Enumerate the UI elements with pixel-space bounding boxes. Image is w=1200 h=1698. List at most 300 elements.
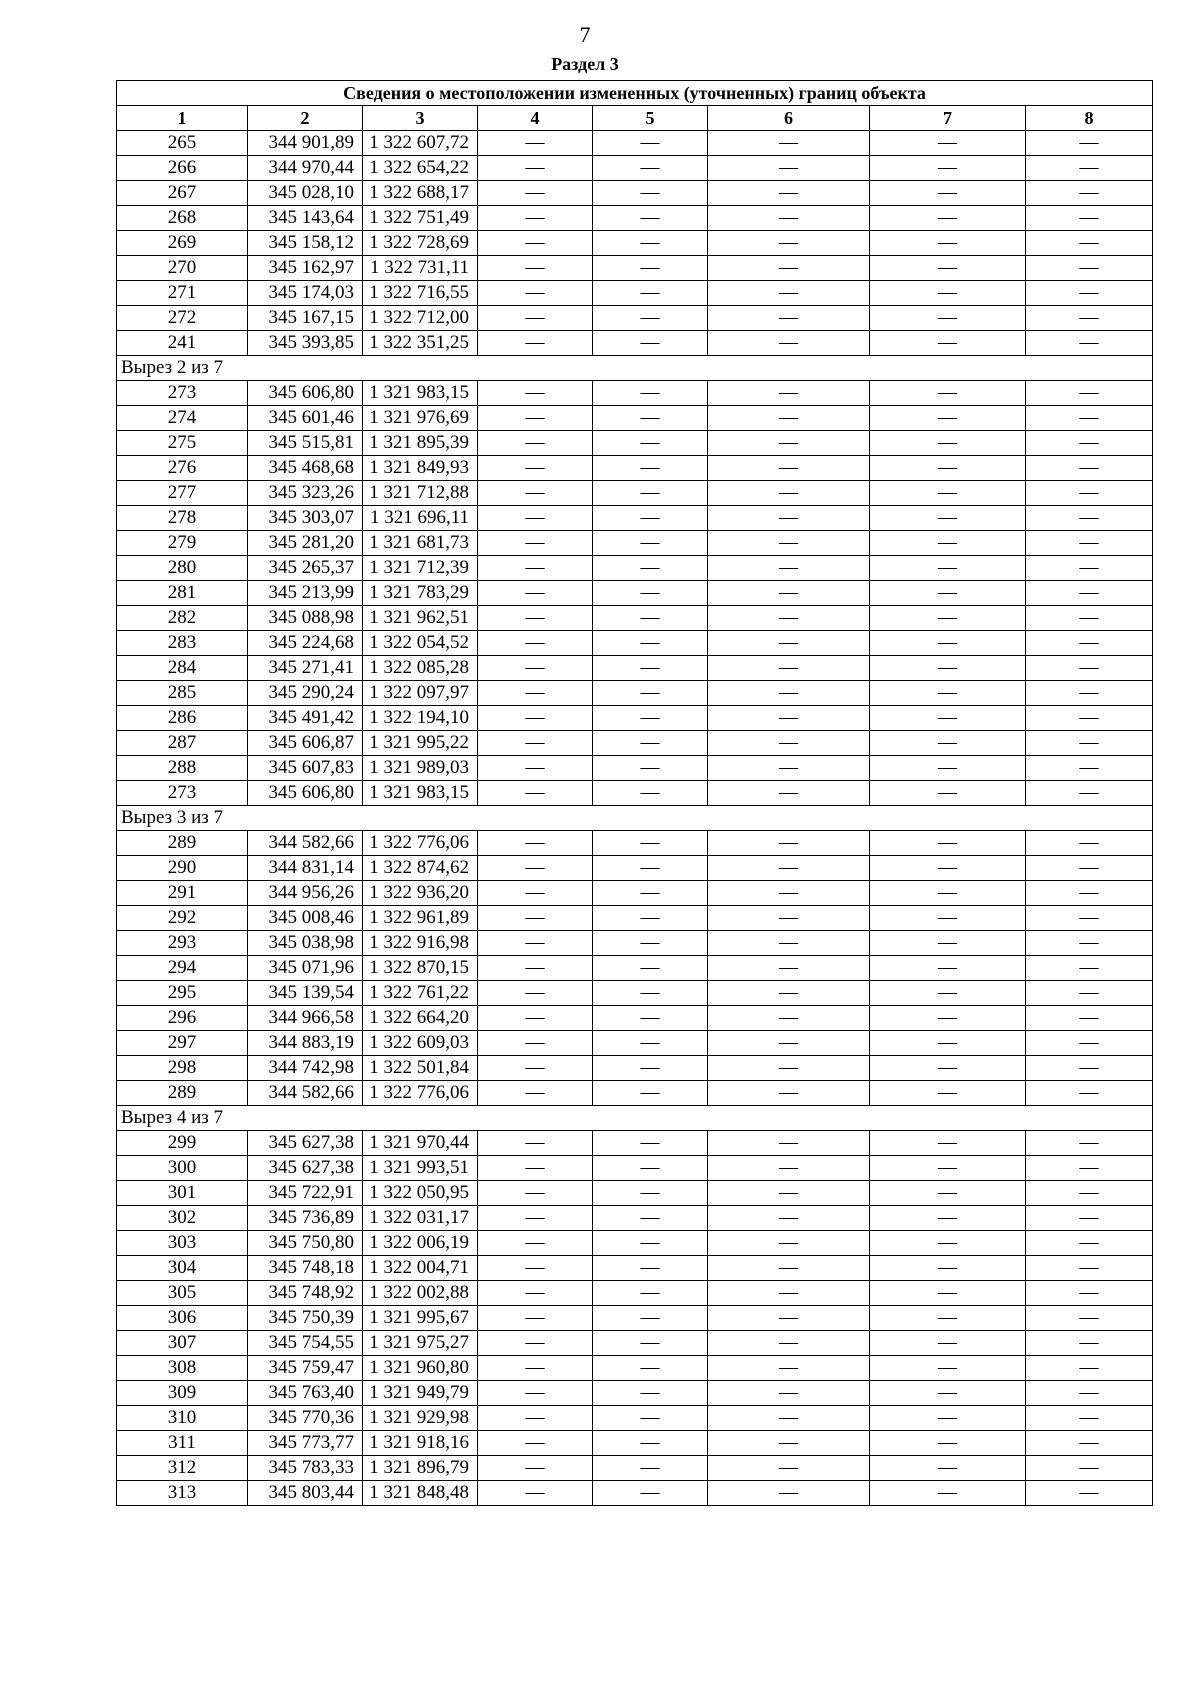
dash-cell: —: [708, 831, 870, 856]
y-coordinate-cell: 1 321 696,11: [363, 506, 478, 531]
dash-cell: —: [593, 506, 708, 531]
x-coordinate-cell: 345 167,15: [248, 306, 363, 331]
dash-cell: —: [478, 431, 593, 456]
y-coordinate-cell: 1 322 609,03: [363, 1031, 478, 1056]
dash-cell: —: [1026, 256, 1153, 281]
dash-cell: —: [593, 831, 708, 856]
point-number-cell: 299: [117, 1131, 248, 1156]
dash-cell: —: [870, 1281, 1026, 1306]
x-coordinate-cell: 345 038,98: [248, 931, 363, 956]
dash-cell: —: [478, 281, 593, 306]
y-coordinate-cell: 1 321 918,16: [363, 1431, 478, 1456]
table-row: [117, 256, 1153, 281]
dash-cell: —: [870, 931, 1026, 956]
x-coordinate-cell: 345 754,55: [248, 1331, 363, 1356]
y-coordinate-cell: 1 322 006,19: [363, 1231, 478, 1256]
table-row: [117, 756, 1153, 781]
dash-cell: —: [593, 556, 708, 581]
point-number-cell: 305: [117, 1281, 248, 1306]
dash-cell: —: [708, 531, 870, 556]
dash-cell: —: [1026, 306, 1153, 331]
dash-cell: —: [708, 381, 870, 406]
column-header-3: 3: [363, 106, 478, 131]
column-header-8: 8: [1026, 106, 1153, 131]
y-coordinate-cell: 1 321 962,51: [363, 606, 478, 631]
dash-cell: —: [708, 881, 870, 906]
x-coordinate-cell: 345 224,68: [248, 631, 363, 656]
table-row: [117, 1081, 1153, 1106]
dash-cell: —: [478, 606, 593, 631]
table-row: [117, 1181, 1153, 1206]
dash-cell: —: [708, 981, 870, 1006]
dash-cell: —: [708, 506, 870, 531]
dash-cell: —: [870, 181, 1026, 206]
y-coordinate-cell: 1 322 097,97: [363, 681, 478, 706]
dash-cell: —: [593, 231, 708, 256]
dash-cell: —: [708, 956, 870, 981]
section-title: Раздел 3: [551, 54, 619, 74]
dash-cell: —: [1026, 1406, 1153, 1431]
point-number-cell: 303: [117, 1231, 248, 1256]
dash-cell: —: [593, 256, 708, 281]
dash-cell: —: [708, 781, 870, 806]
dash-cell: —: [593, 181, 708, 206]
y-coordinate-cell: 1 321 783,29: [363, 581, 478, 606]
dash-cell: —: [478, 631, 593, 656]
dash-cell: —: [478, 531, 593, 556]
dash-cell: —: [1026, 206, 1153, 231]
dash-cell: —: [870, 531, 1026, 556]
dash-cell: —: [593, 756, 708, 781]
dash-cell: —: [1026, 1381, 1153, 1406]
dash-cell: —: [1026, 981, 1153, 1006]
dash-cell: —: [1026, 506, 1153, 531]
dash-cell: —: [478, 1006, 593, 1031]
dash-cell: —: [593, 531, 708, 556]
y-coordinate-cell: 1 321 983,15: [363, 381, 478, 406]
dash-cell: —: [708, 1331, 870, 1356]
dash-cell: —: [593, 781, 708, 806]
table-row: [117, 1031, 1153, 1056]
dash-cell: —: [870, 206, 1026, 231]
dash-cell: —: [593, 281, 708, 306]
dash-cell: —: [708, 1281, 870, 1306]
dash-cell: —: [1026, 1431, 1153, 1456]
dash-cell: —: [1026, 1006, 1153, 1031]
point-number-cell: 284: [117, 656, 248, 681]
y-coordinate-cell: 1 321 848,48: [363, 1481, 478, 1506]
table-row: [117, 1281, 1153, 1306]
dash-cell: —: [870, 631, 1026, 656]
dash-cell: —: [1026, 156, 1153, 181]
dash-cell: —: [478, 381, 593, 406]
dash-cell: —: [870, 306, 1026, 331]
y-coordinate-cell: 1 322 731,11: [363, 256, 478, 281]
page-number: 7: [579, 22, 591, 47]
dash-cell: —: [708, 1206, 870, 1231]
table-row: [117, 331, 1153, 356]
dash-cell: —: [1026, 756, 1153, 781]
x-coordinate-cell: 345 028,10: [248, 181, 363, 206]
dash-cell: —: [708, 231, 870, 256]
x-coordinate-cell: 345 748,18: [248, 1256, 363, 1281]
dash-cell: —: [708, 1381, 870, 1406]
dash-cell: —: [478, 1256, 593, 1281]
dash-cell: —: [870, 1356, 1026, 1381]
x-coordinate-cell: 345 139,54: [248, 981, 363, 1006]
column-header-7: 7: [870, 106, 1026, 131]
dash-cell: —: [593, 631, 708, 656]
dash-cell: —: [593, 931, 708, 956]
dash-cell: —: [1026, 1156, 1153, 1181]
dash-cell: —: [593, 1056, 708, 1081]
dash-cell: —: [593, 331, 708, 356]
dash-cell: —: [478, 1056, 593, 1081]
dash-cell: —: [593, 956, 708, 981]
table-row: [117, 1406, 1153, 1431]
dash-cell: —: [708, 931, 870, 956]
table-row: [117, 656, 1153, 681]
point-number-cell: 278: [117, 506, 248, 531]
point-number-cell: 276: [117, 456, 248, 481]
y-coordinate-cell: 1 322 936,20: [363, 881, 478, 906]
y-coordinate-cell: 1 322 654,22: [363, 156, 478, 181]
point-number-cell: 312: [117, 1456, 248, 1481]
table-row: [117, 481, 1153, 506]
dash-cell: —: [478, 756, 593, 781]
dash-cell: —: [870, 331, 1026, 356]
x-coordinate-cell: 345 008,46: [248, 906, 363, 931]
dash-cell: —: [478, 1131, 593, 1156]
point-number-cell: 310: [117, 1406, 248, 1431]
dash-cell: —: [708, 556, 870, 581]
x-coordinate-cell: 345 748,92: [248, 1281, 363, 1306]
dash-cell: —: [870, 906, 1026, 931]
dash-cell: —: [1026, 1056, 1153, 1081]
dash-cell: —: [593, 481, 708, 506]
dash-cell: —: [478, 256, 593, 281]
table-row: [117, 981, 1153, 1006]
x-coordinate-cell: 345 265,37: [248, 556, 363, 581]
point-number-cell: 301: [117, 1181, 248, 1206]
dash-cell: —: [708, 856, 870, 881]
dash-cell: —: [593, 456, 708, 481]
dash-cell: —: [870, 1381, 1026, 1406]
y-coordinate-cell: 1 322 031,17: [363, 1206, 478, 1231]
dash-cell: —: [708, 1256, 870, 1281]
dash-cell: —: [1026, 1281, 1153, 1306]
point-number-cell: 273: [117, 781, 248, 806]
table-row: [117, 681, 1153, 706]
column-header-5: 5: [593, 106, 708, 131]
x-coordinate-cell: 344 831,14: [248, 856, 363, 881]
dash-cell: —: [708, 1006, 870, 1031]
dash-cell: —: [870, 1131, 1026, 1156]
table-row: [117, 1431, 1153, 1456]
point-number-cell: 290: [117, 856, 248, 881]
dash-cell: —: [593, 656, 708, 681]
table-caption-row: [117, 81, 1153, 106]
dash-cell: —: [1026, 731, 1153, 756]
x-coordinate-cell: 345 601,46: [248, 406, 363, 431]
point-number-cell: 306: [117, 1306, 248, 1331]
dash-cell: —: [478, 581, 593, 606]
dash-cell: —: [1026, 1231, 1153, 1256]
table-row: [117, 1306, 1153, 1331]
y-coordinate-cell: 1 322 728,69: [363, 231, 478, 256]
point-number-cell: 288: [117, 756, 248, 781]
dash-cell: —: [708, 1456, 870, 1481]
x-coordinate-cell: 345 290,24: [248, 681, 363, 706]
table-row: [117, 1206, 1153, 1231]
dash-cell: —: [478, 1406, 593, 1431]
dash-cell: —: [870, 431, 1026, 456]
y-coordinate-cell: 1 322 916,98: [363, 931, 478, 956]
point-number-cell: 308: [117, 1356, 248, 1381]
point-number-cell: 281: [117, 581, 248, 606]
y-coordinate-cell: 1 321 849,93: [363, 456, 478, 481]
x-coordinate-cell: 345 607,83: [248, 756, 363, 781]
y-coordinate-cell: 1 321 983,15: [363, 781, 478, 806]
dash-cell: —: [708, 281, 870, 306]
point-number-cell: 267: [117, 181, 248, 206]
y-coordinate-cell: 1 322 761,22: [363, 981, 478, 1006]
y-coordinate-cell: 1 321 681,73: [363, 531, 478, 556]
point-number-cell: 296: [117, 1006, 248, 1031]
table-row: [117, 631, 1153, 656]
dash-cell: —: [1026, 481, 1153, 506]
y-coordinate-cell: 1 321 895,39: [363, 431, 478, 456]
x-coordinate-cell: 345 770,36: [248, 1406, 363, 1431]
dash-cell: —: [708, 181, 870, 206]
table-row: [117, 406, 1153, 431]
dash-cell: —: [870, 1256, 1026, 1281]
table-body: [117, 81, 1153, 1506]
dash-cell: —: [870, 1231, 1026, 1256]
x-coordinate-cell: 345 627,38: [248, 1156, 363, 1181]
table-row: [117, 581, 1153, 606]
dash-cell: —: [478, 1331, 593, 1356]
dash-cell: —: [593, 1456, 708, 1481]
x-coordinate-cell: 345 750,80: [248, 1231, 363, 1256]
dash-cell: —: [593, 1231, 708, 1256]
dash-cell: —: [1026, 906, 1153, 931]
y-coordinate-cell: 1 321 929,98: [363, 1406, 478, 1431]
dash-cell: —: [478, 931, 593, 956]
dash-cell: —: [870, 131, 1026, 156]
dash-cell: —: [1026, 1356, 1153, 1381]
dash-cell: —: [870, 556, 1026, 581]
point-number-cell: 266: [117, 156, 248, 181]
dash-cell: —: [1026, 131, 1153, 156]
table-row: [117, 1006, 1153, 1031]
dash-cell: —: [593, 406, 708, 431]
dash-cell: —: [593, 1006, 708, 1031]
x-coordinate-cell: 345 213,99: [248, 581, 363, 606]
point-number-cell: 273: [117, 381, 248, 406]
y-coordinate-cell: 1 322 501,84: [363, 1056, 478, 1081]
section-label: Вырез 3 из 7: [117, 806, 1153, 831]
dash-cell: —: [593, 706, 708, 731]
y-coordinate-cell: 1 321 995,22: [363, 731, 478, 756]
dash-cell: —: [1026, 231, 1153, 256]
point-number-cell: 304: [117, 1256, 248, 1281]
dash-cell: —: [593, 1181, 708, 1206]
dash-cell: —: [708, 756, 870, 781]
dash-cell: —: [870, 781, 1026, 806]
table-row: [117, 1231, 1153, 1256]
x-coordinate-cell: 345 759,47: [248, 1356, 363, 1381]
table-row: [117, 1056, 1153, 1081]
table-row: [117, 556, 1153, 581]
section-label-row: [117, 1106, 1153, 1131]
y-coordinate-cell: 1 322 054,52: [363, 631, 478, 656]
y-coordinate-cell: 1 321 995,67: [363, 1306, 478, 1331]
dash-cell: —: [593, 731, 708, 756]
dash-cell: —: [593, 306, 708, 331]
dash-cell: —: [1026, 181, 1153, 206]
dash-cell: —: [593, 381, 708, 406]
dash-cell: —: [593, 606, 708, 631]
dash-cell: —: [708, 431, 870, 456]
table-row: [117, 956, 1153, 981]
table-row: [117, 1456, 1153, 1481]
dash-cell: —: [478, 406, 593, 431]
dash-cell: —: [478, 956, 593, 981]
dash-cell: —: [708, 1081, 870, 1106]
y-coordinate-cell: 1 322 751,49: [363, 206, 478, 231]
x-coordinate-cell: 345 071,96: [248, 956, 363, 981]
point-number-cell: 269: [117, 231, 248, 256]
point-number-cell: 289: [117, 1081, 248, 1106]
dash-cell: —: [478, 656, 593, 681]
table-row: [117, 606, 1153, 631]
dash-cell: —: [478, 206, 593, 231]
point-number-cell: 298: [117, 1056, 248, 1081]
x-coordinate-cell: 344 582,66: [248, 1081, 363, 1106]
dash-cell: —: [870, 1206, 1026, 1231]
dash-cell: —: [478, 1206, 593, 1231]
point-number-cell: 279: [117, 531, 248, 556]
dash-cell: —: [870, 256, 1026, 281]
dash-cell: —: [478, 1156, 593, 1181]
dash-cell: —: [478, 156, 593, 181]
column-header-1: 1: [117, 106, 248, 131]
dash-cell: —: [593, 906, 708, 931]
table-row: [117, 456, 1153, 481]
dash-cell: —: [708, 1131, 870, 1156]
y-coordinate-cell: 1 321 970,44: [363, 1131, 478, 1156]
point-number-cell: 241: [117, 331, 248, 356]
dash-cell: —: [870, 481, 1026, 506]
y-coordinate-cell: 1 322 004,71: [363, 1256, 478, 1281]
x-coordinate-cell: 345 162,97: [248, 256, 363, 281]
dash-cell: —: [870, 956, 1026, 981]
point-number-cell: 291: [117, 881, 248, 906]
point-number-cell: 295: [117, 981, 248, 1006]
dash-cell: —: [1026, 856, 1153, 881]
dash-cell: —: [870, 856, 1026, 881]
dash-cell: —: [870, 1456, 1026, 1481]
table-row: [117, 181, 1153, 206]
dash-cell: —: [870, 581, 1026, 606]
x-coordinate-cell: 345 468,68: [248, 456, 363, 481]
dash-cell: —: [708, 1031, 870, 1056]
dash-cell: —: [870, 981, 1026, 1006]
dash-cell: —: [593, 1306, 708, 1331]
table-caption: Сведения о местоположении измененных (уточненных) границ объекта: [117, 81, 1153, 106]
dash-cell: —: [593, 1481, 708, 1506]
dash-cell: —: [870, 156, 1026, 181]
y-coordinate-cell: 1 322 050,95: [363, 1181, 478, 1206]
x-coordinate-cell: 344 582,66: [248, 831, 363, 856]
table-row: [117, 1356, 1153, 1381]
dash-cell: —: [478, 881, 593, 906]
dash-cell: —: [478, 1431, 593, 1456]
dash-cell: —: [478, 231, 593, 256]
boundary-table: [116, 80, 1153, 1506]
point-number-cell: 274: [117, 406, 248, 431]
y-coordinate-cell: 1 322 002,88: [363, 1281, 478, 1306]
dash-cell: —: [1026, 1306, 1153, 1331]
dash-cell: —: [870, 756, 1026, 781]
dash-cell: —: [870, 731, 1026, 756]
dash-cell: —: [1026, 706, 1153, 731]
dash-cell: —: [593, 1156, 708, 1181]
point-number-cell: 285: [117, 681, 248, 706]
dash-cell: —: [593, 431, 708, 456]
dash-cell: —: [1026, 531, 1153, 556]
table-row: [117, 1156, 1153, 1181]
dash-cell: —: [478, 556, 593, 581]
point-number-cell: 272: [117, 306, 248, 331]
x-coordinate-cell: 345 763,40: [248, 1381, 363, 1406]
point-number-cell: 287: [117, 731, 248, 756]
y-coordinate-cell: 1 322 870,15: [363, 956, 478, 981]
dash-cell: —: [1026, 456, 1153, 481]
x-coordinate-cell: 345 271,41: [248, 656, 363, 681]
dash-cell: —: [1026, 381, 1153, 406]
dash-cell: —: [478, 456, 593, 481]
dash-cell: —: [1026, 1331, 1153, 1356]
point-number-cell: 282: [117, 606, 248, 631]
dash-cell: —: [478, 306, 593, 331]
x-coordinate-cell: 345 323,26: [248, 481, 363, 506]
dash-cell: —: [870, 456, 1026, 481]
dash-cell: —: [870, 1406, 1026, 1431]
point-number-cell: 292: [117, 906, 248, 931]
dash-cell: —: [478, 856, 593, 881]
dash-cell: —: [870, 1181, 1026, 1206]
dash-cell: —: [593, 1406, 708, 1431]
dash-cell: —: [708, 256, 870, 281]
dash-cell: —: [478, 1181, 593, 1206]
point-number-cell: 300: [117, 1156, 248, 1181]
x-coordinate-cell: 345 393,85: [248, 331, 363, 356]
y-coordinate-cell: 1 322 874,62: [363, 856, 478, 881]
table-row: [117, 131, 1153, 156]
dash-cell: —: [1026, 556, 1153, 581]
section-label-row: [117, 806, 1153, 831]
dash-cell: —: [708, 206, 870, 231]
dash-cell: —: [478, 481, 593, 506]
dash-cell: —: [870, 1081, 1026, 1106]
point-number-cell: 286: [117, 706, 248, 731]
dash-cell: —: [478, 731, 593, 756]
table-row: [117, 281, 1153, 306]
x-coordinate-cell: 345 088,98: [248, 606, 363, 631]
dash-cell: —: [478, 506, 593, 531]
